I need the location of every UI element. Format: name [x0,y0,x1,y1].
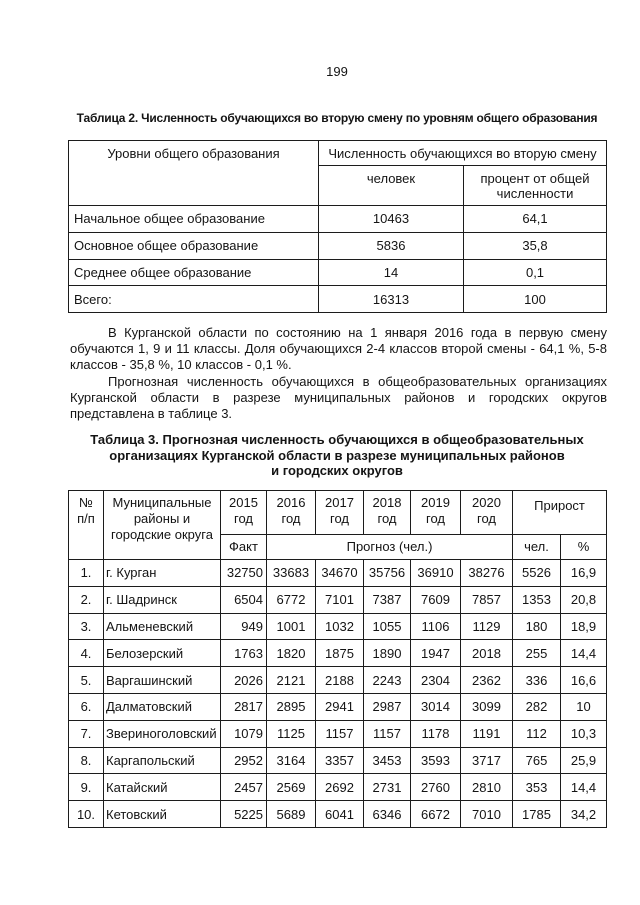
level-cell: Всего: [69,286,319,313]
year-value-cell: 35756 [364,560,411,587]
district-cell: Каргапольский [104,747,221,774]
year-value-cell: 1125 [267,720,316,747]
table-row [69,667,607,694]
table-row [69,693,607,720]
people-cell: 16313 [319,286,464,313]
year-value-cell: 7387 [364,586,411,613]
growth-percent-cell: 18,9 [561,613,607,640]
year-value-cell: 2243 [364,667,411,694]
header-year-label: 2015 год [229,495,258,526]
year-value-cell: 2692 [316,774,364,801]
year-value-cell: 7857 [461,586,513,613]
growth-percent-cell: 14,4 [561,640,607,667]
row-number-cell: 8. [69,747,104,774]
table-row [69,613,607,640]
table-row [69,640,607,667]
year-value-cell: 32750 [221,560,267,587]
year-value-cell: 5225 [221,801,267,828]
body-text [70,325,607,422]
year-value-cell: 2731 [364,774,411,801]
year-value-cell: 1820 [267,640,316,667]
header-year-2018 [364,491,411,535]
table2-title: Таблица 2. Численность обучающихся во вторую смену по уровням общего образования [76,111,598,125]
header-education-level: Уровни общего образования [69,141,319,206]
year-value-cell: 6504 [221,586,267,613]
year-value-cell: 34670 [316,560,364,587]
growth-percent-cell: 20,8 [561,586,607,613]
year-value-cell: 2188 [316,667,364,694]
growth-people-cell: 1785 [513,801,561,828]
row-number-cell: 5. [69,667,104,694]
growth-percent-cell: 16,6 [561,667,607,694]
district-cell: Далматовский [104,693,221,720]
header-growth-percent: % [561,535,607,560]
table-row [69,206,607,233]
header-year-label: 2016 год [276,495,306,526]
growth-people-cell: 5526 [513,560,561,587]
row-number-cell: 9. [69,774,104,801]
district-cell: г. Курган [104,560,221,587]
table2-body [69,206,607,313]
district-cell: Варгашинский [104,667,221,694]
header-district [104,491,221,560]
year-value-cell: 3164 [267,747,316,774]
growth-percent-cell: 34,2 [561,801,607,828]
header-year-2019 [411,491,461,535]
year-value-cell: 1157 [316,720,364,747]
growth-percent-cell: 10,3 [561,720,607,747]
header-district-label: Муниципальные районы и городские округа [111,495,213,542]
header-year-2015 [221,491,267,535]
district-cell: Звериноголовский [104,720,221,747]
year-value-cell: 2941 [316,693,364,720]
year-value-cell: 6346 [364,801,411,828]
year-value-cell: 3453 [364,747,411,774]
year-value-cell: 6772 [267,586,316,613]
year-value-cell: 1106 [411,613,461,640]
table-row [69,286,607,313]
year-value-cell: 1055 [364,613,411,640]
year-value-cell: 1875 [316,640,364,667]
row-number-cell: 6. [69,693,104,720]
year-value-cell: 1890 [364,640,411,667]
year-value-cell: 1079 [221,720,267,747]
year-value-cell: 7101 [316,586,364,613]
header-year-2017 [316,491,364,535]
year-value-cell: 1032 [316,613,364,640]
growth-people-cell: 112 [513,720,561,747]
level-cell: Среднее общее образование [69,259,319,286]
growth-people-cell: 255 [513,640,561,667]
year-value-cell: 2026 [221,667,267,694]
district-cell: Альменевский [104,613,221,640]
year-value-cell: 1129 [461,613,513,640]
growth-people-cell: 180 [513,613,561,640]
row-number-cell: 4. [69,640,104,667]
header-growth-people: чел. [513,535,561,560]
year-value-cell: 2987 [364,693,411,720]
level-cell: Начальное общее образование [69,206,319,233]
table-row [69,259,607,286]
year-value-cell: 1178 [411,720,461,747]
table3-title-line: организациях Курганской области в разрезе муниципальных районов [109,447,565,463]
year-value-cell: 2810 [461,774,513,801]
year-value-cell: 949 [221,613,267,640]
year-value-cell: 2121 [267,667,316,694]
year-value-cell: 1157 [364,720,411,747]
year-value-cell: 1947 [411,640,461,667]
page-number: 199 [326,64,348,79]
row-number-cell: 7. [69,720,104,747]
header-people: человек [319,166,464,206]
percent-cell: 100 [464,286,607,313]
header-forecast: Прогноз (чел.) [267,535,513,560]
header-fact: Факт [221,535,267,560]
level-cell: Основное общее образование [69,232,319,259]
year-value-cell: 3099 [461,693,513,720]
year-value-cell: 2952 [221,747,267,774]
table-row [69,720,607,747]
percent-cell: 35,8 [464,232,607,259]
year-value-cell: 1001 [267,613,316,640]
growth-percent-cell: 14,4 [561,774,607,801]
table-row [69,801,607,828]
district-cell: Белозерский [104,640,221,667]
table3-title-line: и городских округов [271,463,403,478]
table3-body [69,560,607,828]
table-row [69,586,607,613]
table3-title-line: Таблица 3. Прогнозная численность обучающихся в общеобразовательных [90,432,584,447]
table-row [69,560,607,587]
year-value-cell: 36910 [411,560,461,587]
year-value-cell: 2457 [221,774,267,801]
people-cell: 5836 [319,232,464,259]
header-growth: Прирост [513,491,607,535]
growth-percent-cell: 10 [561,693,607,720]
header-year-label: 2019 год [421,495,450,526]
header-year-2016 [267,491,316,535]
percent-cell: 64,1 [464,206,607,233]
year-value-cell: 2895 [267,693,316,720]
year-value-cell: 7609 [411,586,461,613]
growth-people-cell: 1353 [513,586,561,613]
growth-people-cell: 765 [513,747,561,774]
header-row-number-label: № п/п [77,495,95,526]
year-value-cell: 3593 [411,747,461,774]
year-value-cell: 6041 [316,801,364,828]
year-value-cell: 2362 [461,667,513,694]
paragraph: Прогнозная численность обучающихся в общеобразовательных организациях Курганской области в разрезе муниципальных районов и городских округов представлена в таблице 3. [70,373,607,422]
table2-header-row [69,141,607,166]
row-number-cell: 2. [69,586,104,613]
row-number-cell: 10. [69,801,104,828]
table3 [68,490,607,828]
people-cell: 10463 [319,206,464,233]
year-value-cell: 1191 [461,720,513,747]
year-value-cell: 2569 [267,774,316,801]
district-cell: Катайский [104,774,221,801]
year-value-cell: 33683 [267,560,316,587]
table3-header-row [69,491,607,535]
growth-percent-cell: 25,9 [561,747,607,774]
row-number-cell: 3. [69,613,104,640]
row-number-cell: 1. [69,560,104,587]
year-value-cell: 2304 [411,667,461,694]
percent-cell: 0,1 [464,259,607,286]
year-value-cell: 2760 [411,774,461,801]
table2-header [69,141,607,206]
header-row-number [69,491,104,560]
header-year-2020 [461,491,513,535]
header-year-label: 2018 год [372,495,402,526]
growth-people-cell: 282 [513,693,561,720]
table3-header [69,491,607,560]
table2 [68,140,607,313]
table-row [69,232,607,259]
district-cell: г. Шадринск [104,586,221,613]
table-row [69,747,607,774]
year-value-cell: 7010 [461,801,513,828]
header-second-shift-count: Численность обучающихся во вторую смену [319,141,607,166]
growth-people-cell: 353 [513,774,561,801]
people-cell: 14 [319,259,464,286]
table-row [69,774,607,801]
year-value-cell: 3357 [316,747,364,774]
header-percent: процент от общей численности [464,166,607,206]
year-value-cell: 1763 [221,640,267,667]
header-year-label: 2020 год [472,495,501,526]
year-value-cell: 38276 [461,560,513,587]
year-value-cell: 2817 [221,693,267,720]
district-cell: Кетовский [104,801,221,828]
table3-title [68,432,606,479]
paragraph: В Курганской области по состоянию на 1 января 2016 года в первую смену обучаются 1, 9 и 11 классы. Доля обучающихся 2-4 классов второй смены - 64,1 %, 5-8 классов - 35,8 %, 10 классов - 0,1 %. [70,325,607,373]
year-value-cell: 5689 [267,801,316,828]
year-value-cell: 3014 [411,693,461,720]
year-value-cell: 2018 [461,640,513,667]
growth-people-cell: 336 [513,667,561,694]
growth-percent-cell: 16,9 [561,560,607,587]
year-value-cell: 3717 [461,747,513,774]
year-value-cell: 6672 [411,801,461,828]
header-year-label: 2017 год [325,495,354,526]
